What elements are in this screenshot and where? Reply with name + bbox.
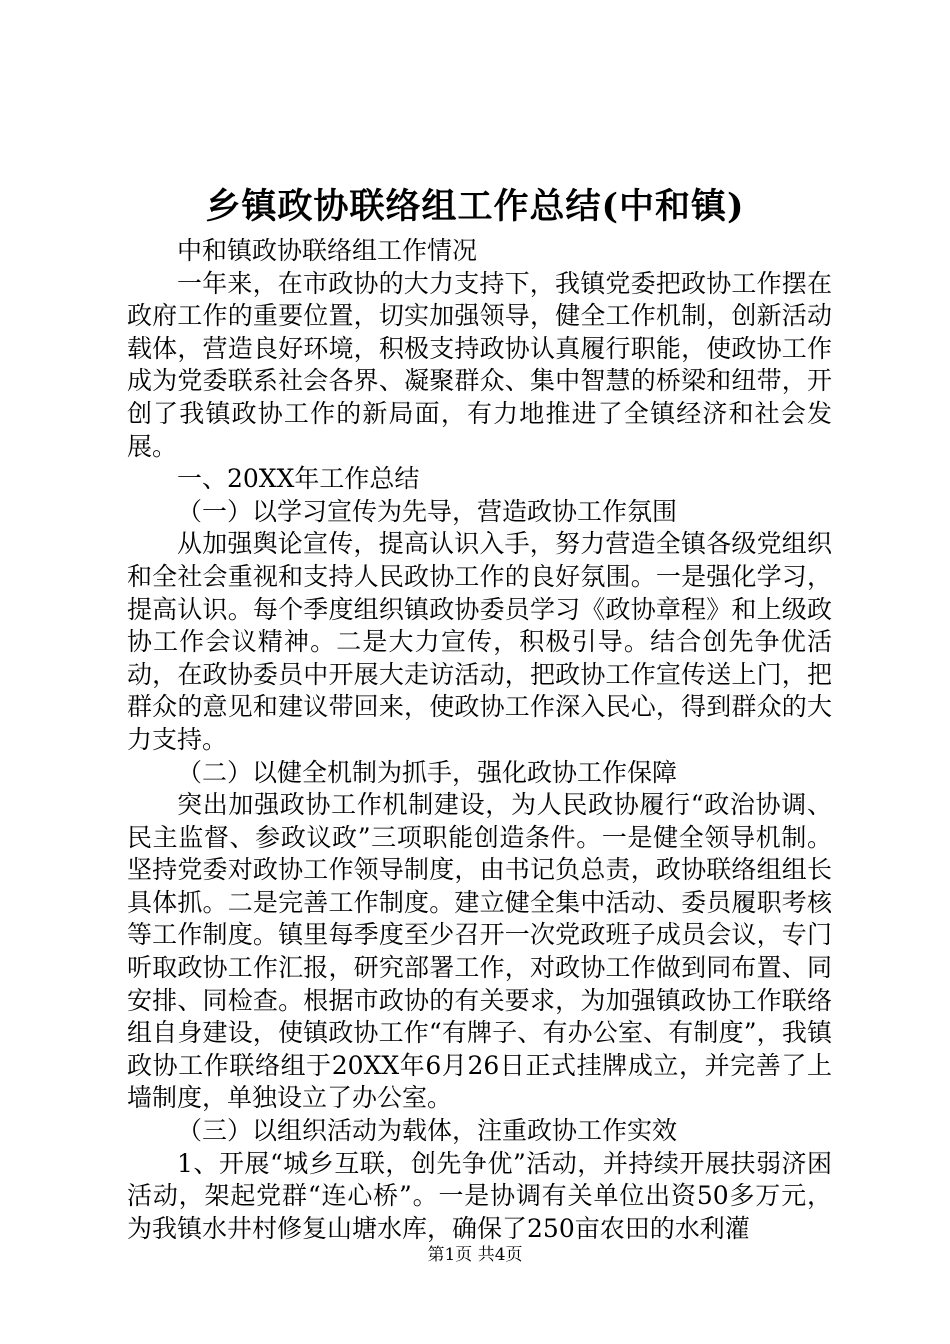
subsection-heading: （三）以组织活动为载体，注重政协工作实效 xyxy=(177,1116,678,1146)
document-title: 乡镇政协联络组工作总结(中和镇) xyxy=(205,186,745,227)
body-paragraph: 突出加强政协工作机制建设，为人民政协履行“政治协调、民主监督、参政议政”三项职能创造条件。一是健全领导机制。坚持党委对政协工作领导制度，由书记负总责，政协联络组组长具体抓。二是完善工作制度。建立健全集中活动、委员履职考核等工作制度。镇里每季度至少召开一次党政班子成员会议，专门听取政协工作汇报，研究部署工作，对政协工作做到同布置、同安排、同检查。根据市政协的有关要求，为加强镇政协工作联络组自身建设，使镇政协工作“有牌子、有办公室、有制度”，我镇政协工作联络组于20XX年6月26日正式挂牌成立，并完善了上墙制度，单独设立了办公室。 xyxy=(127,790,832,1113)
body-paragraph: 1、开展“城乡互联，创先争优”活动，并持续开展扶弱济困活动，架起党群“连心桥”。一是协调有关单位出资50多万元，为我镇水井村修复山塘水库，确保了250亩农田的水利灌 xyxy=(127,1148,832,1243)
body-paragraph: 一年来，在市政协的大力支持下，我镇党委把政协工作摆在政府工作的重要位置，切实加强领导，健全工作机制，创新活动载体，营造良好环境，积极支持政协认真履行职能，使政协工作成为党委联系社会各界、凝聚群众、集中智慧的桥梁和纽带，开创了我镇政协工作的新局面，有力地推进了全镇经济和社会发展。 xyxy=(127,268,832,461)
subsection-heading: （二）以健全机制为抓手，强化政协工作保障 xyxy=(177,757,678,787)
document-body xyxy=(127,235,832,1245)
page-number: 第1页 共4页 xyxy=(427,1245,523,1265)
body-paragraph: 从加强舆论宣传，提高认识入手，努力营造全镇各级党组织和全社会重视和支持人民政协工作的良好氛围。一是强化学习，提高认识。每个季度组织镇政协委员学习《政协章程》和上级政协工作会议精神。二是大力宣传，积极引导。结合创先争优活动，在政协委员中开展大走访活动，把政协工作宣传送上门，把群众的意见和建议带回来，使政协工作深入民心，得到群众的大力支持。 xyxy=(127,529,832,754)
subsection-heading: （一）以学习宣传为先导，营造政协工作氛围 xyxy=(177,496,678,526)
section-heading: 一、20XX年工作总结 xyxy=(177,464,420,494)
section-heading: 中和镇政协联络组工作情况 xyxy=(177,236,478,265)
